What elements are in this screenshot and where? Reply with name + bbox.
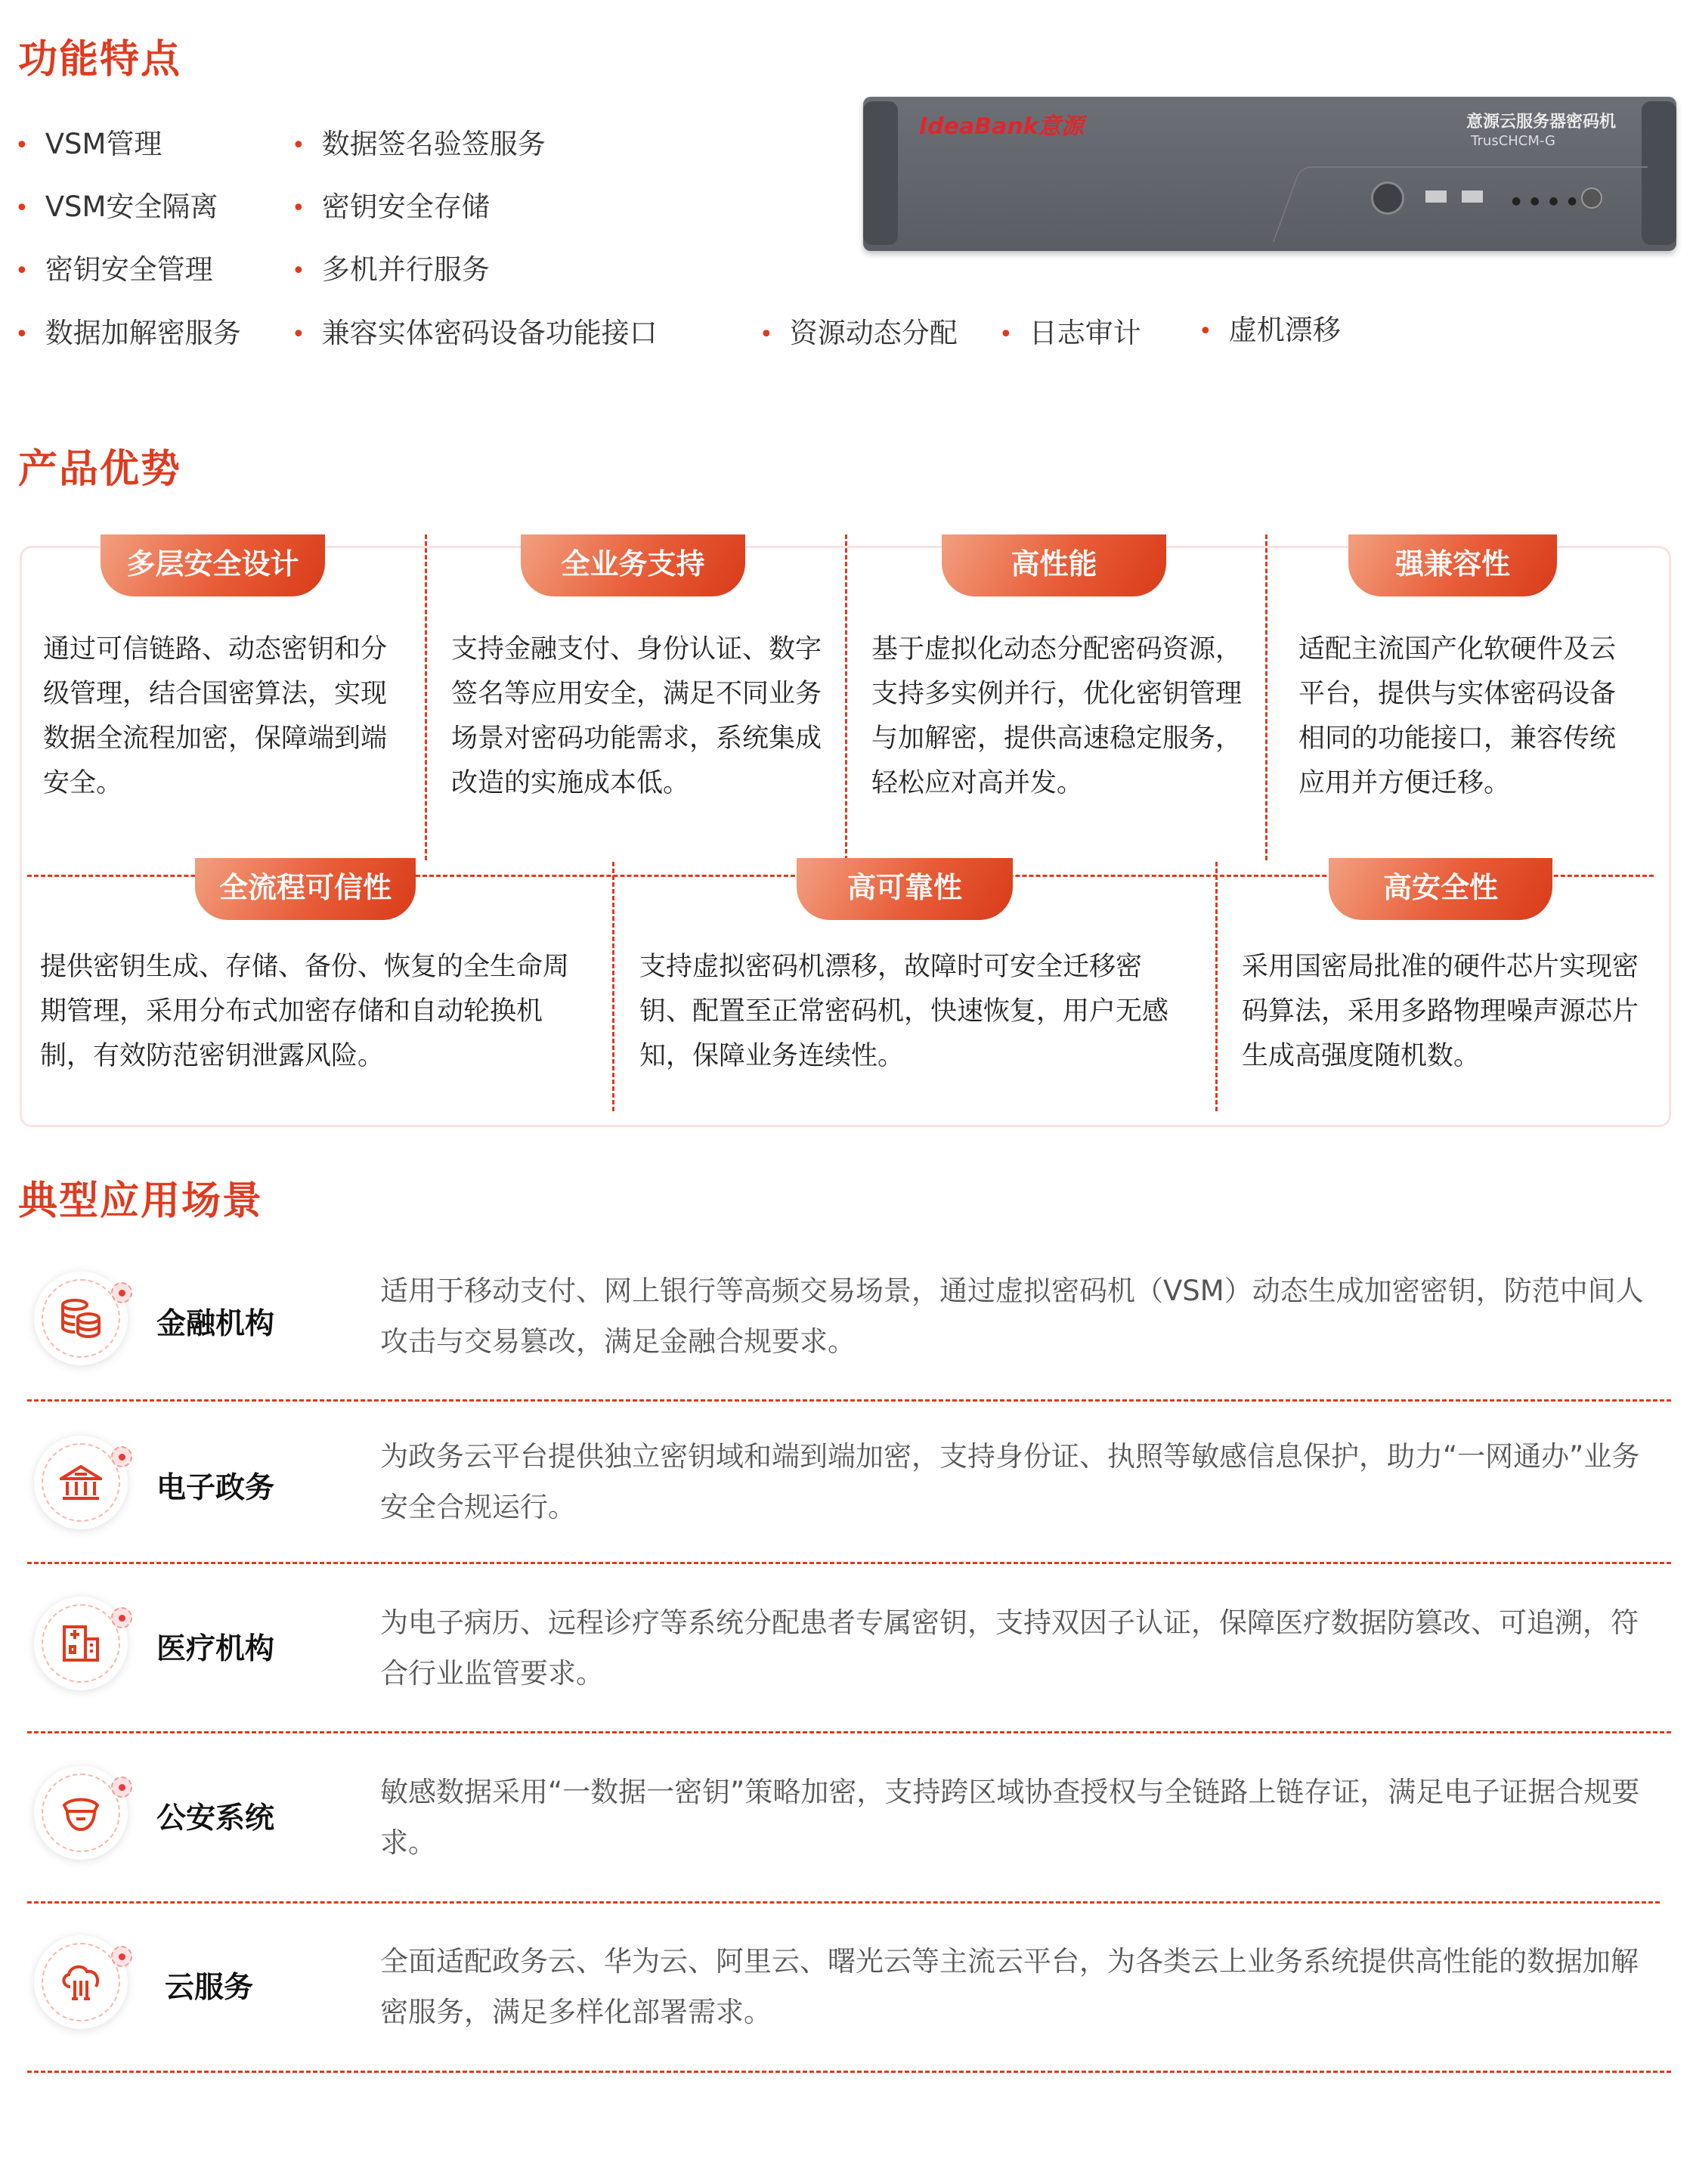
advantage-text: 采用国密局批准的硬件芯片实现密码算法，采用多路物理噪声源芯片生成高强度随机数。: [1242, 952, 1639, 1071]
advantage-tab: 多层安全设计: [101, 534, 325, 596]
brand-logo: IdeaBank意源: [919, 113, 1084, 140]
feature-item: • VSM管理: [15, 121, 162, 162]
advantage-tab: 全流程可信性: [195, 858, 416, 920]
cloud-service-icon: [34, 1935, 128, 2029]
divider: [27, 1731, 1671, 1733]
feature-item: • 日志审计: [999, 310, 1141, 351]
scenario-label: 金融机构: [156, 1307, 275, 1341]
advantages-title: 产品优势: [18, 447, 182, 492]
divider: [27, 1562, 1671, 1564]
feature-item: • 资源动态分配: [760, 310, 958, 351]
divider: [27, 1399, 1671, 1402]
usb-port-icon: [1425, 191, 1447, 203]
usb-port-icon: [1462, 191, 1483, 203]
coins-icon: [34, 1272, 128, 1365]
scenario-label: 公安系统: [156, 1801, 275, 1835]
divider: [425, 534, 427, 860]
scenario-label: 医疗机构: [156, 1632, 275, 1666]
advantage-text: 支持虚拟密码机漂移，故障时可安全迁移密钥、配置至正常密码机，快速恢复，用户无感知，保障业务连续性。: [639, 952, 1169, 1071]
scenario-label: 云服务: [165, 1971, 254, 2005]
scenario-text: 为政务云平台提供独立密钥域和端到端加密，支持身份证、执照等敏感信息保护，助力“一网通办”业务安全合规运行。: [380, 1440, 1640, 1523]
hospital-icon: [34, 1597, 128, 1690]
government-building-icon: [34, 1436, 128, 1529]
advantage-text: 提供密钥生成、存储、备份、恢复的全生命周期管理，采用分布式加密存储和自动轮换机制，有效防范密钥泄露风险。: [40, 952, 570, 1071]
features-title: 功能特点: [18, 37, 182, 82]
feature-item: • 多机并行服务: [292, 246, 490, 287]
advantage-tab: 高性能: [942, 534, 1166, 596]
advantage-text: 支持金融支付、身份认证、数字签名等应用安全，满足不同业务场景对密码功能需求，系统集成改造的实施成本低。: [451, 634, 822, 798]
advantage-tab: 高可靠性: [797, 858, 1013, 920]
feature-item: • 密钥安全管理: [15, 246, 213, 287]
advantage-tab: 全业务支持: [521, 534, 745, 596]
advantage-tab: 高安全性: [1329, 858, 1552, 920]
device-name: 意源云服务器密码机: [1466, 113, 1616, 132]
divider: [1265, 534, 1267, 860]
feature-item: • 兼容实体密码设备功能接口: [292, 310, 658, 351]
server-device-image: [863, 97, 1676, 251]
divider: [612, 862, 614, 1111]
divider: [27, 2071, 1671, 2073]
advantage-tab: 强兼容性: [1348, 534, 1557, 596]
feature-item: • 数据签名验签服务: [292, 121, 546, 162]
device-model: TrusCHCM-G: [1471, 133, 1555, 149]
divider: [27, 1901, 1660, 1904]
divider: [845, 534, 847, 860]
rack-handle: [1642, 101, 1676, 245]
feature-item: • 虚机漂移: [1199, 307, 1341, 348]
advantage-text: 基于虚拟化动态分配密码资源，支持多实例并行，优化密钥管理与加解密，提供高速稳定服务，轻松应对高并发。: [871, 634, 1243, 798]
police-badge-icon: [34, 1766, 128, 1860]
divider: [1215, 862, 1218, 1111]
scenarios-title: 典型应用场景: [18, 1179, 264, 1224]
advantage-text: 通过可信链路、动态密钥和分级管理，结合国密算法，实现数据全流程加密，保障端到端安全。: [43, 634, 388, 798]
rack-handle: [863, 101, 898, 245]
power-button-icon: [1581, 187, 1602, 209]
status-leds: ● ● ● ●: [1512, 195, 1580, 207]
feature-item: • 数据加解密服务: [15, 310, 241, 351]
key-lock-icon: [1371, 181, 1404, 215]
scenario-label: 电子政务: [156, 1471, 275, 1505]
scenario-text: 敏感数据采用“一数据一密钥”策略加密，支持跨区域协查授权与全链路上链存证，满足电子证据合规要求。: [380, 1776, 1640, 1859]
advantage-text: 适配主流国产化软硬件及云平台，提供与实体密码设备相同的功能接口，兼容传统应用并方便迁移。: [1298, 634, 1617, 798]
scenario-text: 适用于移动支付、网上银行等高频交易场景，通过虚拟密码机（VSM）动态生成加密密钥，防范中间人攻击与交易篡改，满足金融合规要求。: [380, 1275, 1644, 1358]
scenario-text: 为电子病历、远程诊疗等系统分配患者专属密钥，支持双因子认证，保障医疗数据防篡改、可追溯，符合行业监管要求。: [380, 1606, 1639, 1690]
scenario-text: 全面适配政务云、华为云、阿里云、曙光云等主流云平台，为各类云上业务系统提供高性能的数据加解密服务，满足多样化部署需求。: [380, 1945, 1639, 2028]
feature-item: • 密钥安全存储: [292, 184, 490, 225]
feature-item: • VSM安全隔离: [15, 184, 218, 225]
